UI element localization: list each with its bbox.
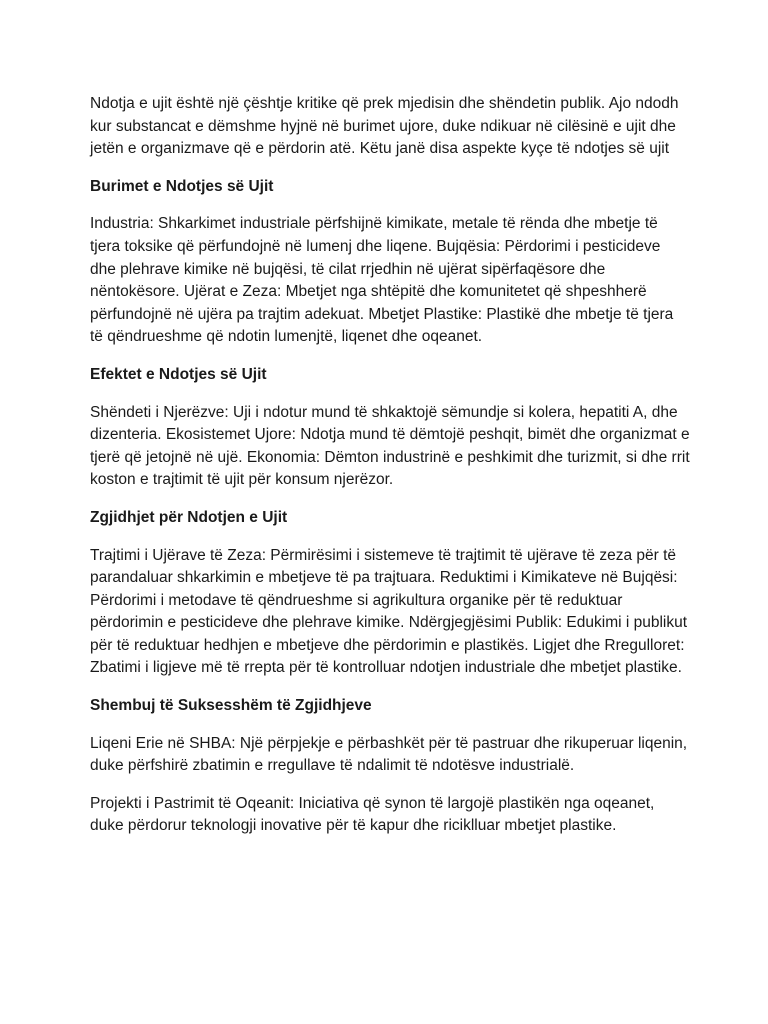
section-heading: Burimet e Ndotjes së Ujit bbox=[90, 177, 274, 195]
section-heading: Efektet e Ndotjes së Ujit bbox=[90, 365, 267, 383]
document-page bbox=[90, 93, 690, 853]
section-paragraph: Trajtimi i Ujërave të Zeza: Përmirësimi i sistemeve të trajtimit të ujërave të zeza për të parandaluar shkarkimin e mbetjeve të pa trajtuara. Reduktimi i Kimikateve në Bujqësi: Përdorimi i metodave të qëndrueshme si agrikultura organike për të reduktuar përdorimin e pesticideve dhe plehrave kimike. Ndërgjegjësimi Publik: Edukimi i publikut për të reduktuar hedhjen e mbetjeve dhe përdorimin e plastikës. Ligjet dhe Rregulloret: Zbatimi i ligjeve më të rrepta për të kontrolluar ndotjen industriale dhe mbetjet plastike. bbox=[90, 546, 688, 677]
intro-paragraph: Ndotja e ujit është një çështje kritike që prek mjedisin dhe shëndetin publik. Ajo ndodh kur substancat e dëmshme hyjnë në burimet ujore, duke ndikuar në cilësinë e ujit dhe jetën e organizmave që e përdorin atë. Këtu janë disa aspekte kyçe të ndotjes së ujit bbox=[90, 95, 679, 158]
section-heading: Shembuj të Suksesshëm të Zgjidhjeve bbox=[90, 697, 372, 715]
section-paragraph: Projekti i Pastrimit të Oqeanit: Iniciativa që synon të largojë plastikën nga oqeanet, duke përdorur teknologji inovative për të kapur dhe riciklluar mbetjet plastike. bbox=[90, 794, 655, 835]
section-heading: Zgjidhjet për Ndotjen e Ujit bbox=[90, 508, 288, 526]
section-paragraph: Liqeni Erie në SHBA: Një përpjekje e përbashkët për të pastruar dhe rikuperuar liqenin, duke përfshirë zbatimin e rregullave të ndalimit të ndotësve industrialë. bbox=[90, 734, 688, 775]
section-paragraph: Industria: Shkarkimet industriale përfshijnë kimikate, metale të rënda dhe mbetje të tjera toksike që përfundojnë në lumenj dhe liqene. Bujqësia: Përdorimi i pesticideve dhe plehrave kimike në bujqësi, të cilat rrjedhin në ujërat sipërfaqësore dhe nëntokësore. Ujërat e Zeza: Mbetjet nga shtëpitë dhe komunitetet që shpeshherë përfundojnë në ujëra pa trajtim adekuat. Mbetjet Plastike: Plastikë dhe mbetje të tjera të qëndrueshme që ndotin lumenjtë, liqenet dhe oqeanet. bbox=[90, 215, 674, 346]
section-paragraph: Shëndeti i Njerëzve: Uji i ndotur mund të shkaktojë sëmundje si kolera, hepatiti A, dhe dizenteria. Ekosistemet Ujore: Ndotja mund të dëmtojë peshqit, bimët dhe organizmat e tjerë që jetojnë në ujë. Ekonomia: Dëmton industrinë e peshkimit dhe turizmit, si dhe rrit koston e trajtimit të ujit për konsum njerëzor. bbox=[90, 403, 690, 489]
